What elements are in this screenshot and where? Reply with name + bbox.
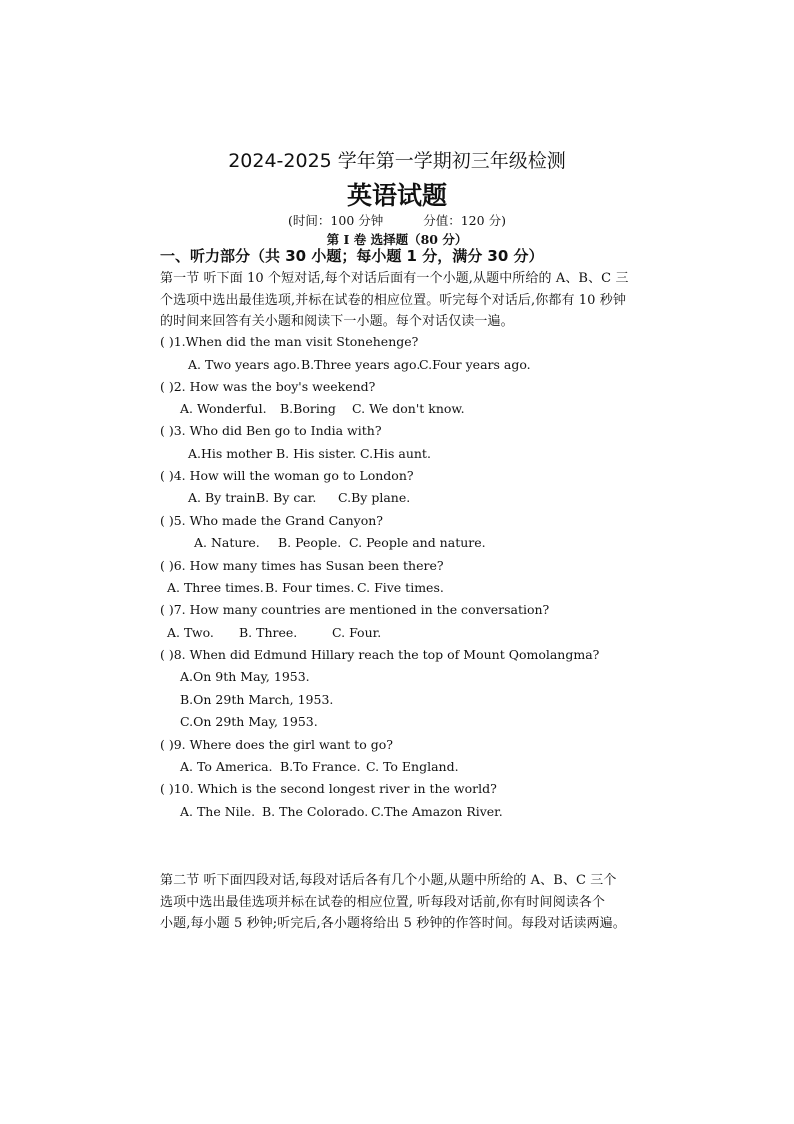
option-b: B. His sister. <box>276 446 357 461</box>
option-c: C. Five times. <box>357 580 444 595</box>
option-a: A. Nature. <box>194 535 260 550</box>
option-b: B. The Colorado. <box>262 804 369 819</box>
option-c: C. Four. <box>332 625 382 640</box>
section1-line: 个选项中选出最佳选项,并标在试卷的相应位置。听完每个对话后,你都有 10 秒钟 <box>160 293 626 308</box>
part-heading: 一、听力部分（共 30 小题；每小题 1 分，满分 30 分） <box>160 247 544 265</box>
section1-line: 第一节 听下面 10 个短对话,每个对话后面有一个小题,从题中所给的 A、B、C 三 <box>160 271 629 286</box>
question-options <box>180 401 465 416</box>
option-c: C. People and nature. <box>349 535 486 550</box>
question-options <box>180 759 459 774</box>
section1-line: 的时间来回答有关小题和阅读下一小题。每个对话仅读一遍。 <box>160 314 514 329</box>
option-b: B. Four times. <box>265 580 355 595</box>
option-b: B.Three years ago. <box>301 357 421 372</box>
question-stem: ( )9. Where does the girl want to go? <box>160 737 393 752</box>
question-stem: ( )7. How many countries are mentioned in the conversation? <box>160 602 550 617</box>
option-b: B.To France. <box>280 759 361 774</box>
option-a: A. Two. <box>167 625 214 640</box>
volume-heading: 第 I 卷 选择题（80 分） <box>326 232 468 247</box>
question-options <box>167 625 381 640</box>
option-c: C.The Amazon River. <box>371 804 503 819</box>
question-options <box>188 490 410 505</box>
option-a: A.On 9th May, 1953. <box>180 669 310 684</box>
option-a: A.His mother <box>188 446 273 461</box>
question-options <box>188 446 431 461</box>
option-c: C. To England. <box>366 759 459 774</box>
option-a: A. Three times. <box>167 580 264 595</box>
exam-time: (时间：100 分钟 <box>288 213 384 228</box>
section2-line: 选项中选出最佳选项并标在试卷的相应位置, 听每段对话前,你有时间阅读各个 <box>160 895 605 910</box>
option-c: C.By plane. <box>338 490 411 505</box>
question-stem: ( )1.When did the man visit Stonehenge? <box>160 334 419 349</box>
exam-score: 分值：120 分) <box>423 213 506 228</box>
option-c: C. We don't know. <box>352 401 465 416</box>
option-b: B.Boring <box>280 401 336 416</box>
option-b: B. Three. <box>239 625 298 640</box>
question-options <box>194 535 486 550</box>
section2-line: 第二节 听下面四段对话,每段对话后各有几个小题,从题中所给的 A、B、C 三个 <box>160 873 617 888</box>
option-c: C.Four years ago. <box>419 357 531 372</box>
question-stem: ( )3. Who did Ben go to India with? <box>160 423 382 438</box>
exam-title: 2024-2025 学年第一学期初三年级检测 <box>228 150 566 172</box>
question-stem: ( )8. When did Edmund Hillary reach the top of Mount Qomolangma? <box>160 647 600 662</box>
section2-line: 小题,每小题 5 秒钟;听完后,各小题将给出 5 秒钟的作答时间。每段对话读两遍。 <box>160 916 626 931</box>
question-stem: ( )10. Which is the second longest river in the world? <box>160 781 497 796</box>
question-options <box>188 357 531 372</box>
question-stem: ( )5. Who made the Grand Canyon? <box>160 513 383 528</box>
option-b: B. People. <box>278 535 342 550</box>
question-stem: ( )2. How was the boy's weekend? <box>160 379 376 394</box>
option-b: B.On 29th March, 1953. <box>180 692 334 707</box>
exam-meta <box>0 211 794 229</box>
option-a: A. By train. <box>188 490 260 505</box>
option-c: C.On 29th May, 1953. <box>180 714 318 729</box>
option-b: B. By car. <box>256 490 317 505</box>
option-c: C.His aunt. <box>360 446 431 461</box>
question-options <box>180 804 503 819</box>
option-a: A. The Nile. <box>180 804 256 819</box>
option-a: A. Two years ago. <box>188 357 301 372</box>
question-stem: ( )4. How will the woman go to London? <box>160 468 414 483</box>
option-a: A. Wonderful. <box>180 401 267 416</box>
option-a: A. To America. <box>180 759 273 774</box>
question-stem: ( )6. How many times has Susan been there? <box>160 558 444 573</box>
subject-title: 英语试题 <box>346 181 447 210</box>
question-options <box>167 580 444 595</box>
